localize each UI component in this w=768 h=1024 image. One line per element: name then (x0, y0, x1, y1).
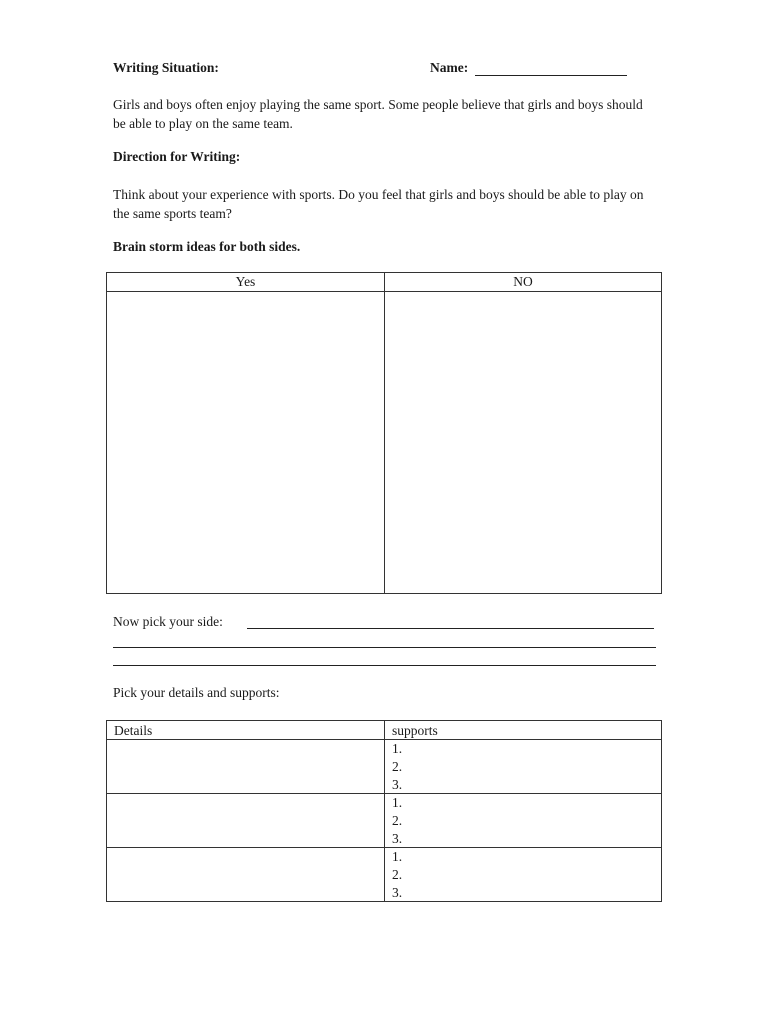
name-label: Name: (430, 60, 469, 75)
support-number: 3. (392, 885, 403, 900)
direction-heading: Direction for Writing: (113, 149, 241, 164)
brainstorm-no-cell[interactable] (385, 292, 661, 593)
brainstorm-header-no: NO (513, 274, 533, 289)
support-number: 1. (392, 741, 403, 756)
name-blank-line[interactable] (475, 75, 627, 76)
pick-side-line[interactable] (113, 665, 656, 666)
details-cell[interactable] (107, 848, 384, 901)
support-number: 2. (392, 813, 403, 828)
support-number: 2. (392, 867, 403, 882)
pick-side-label: Now pick your side: (113, 614, 223, 629)
supports-header: supports (392, 723, 438, 738)
details-cell[interactable] (107, 740, 384, 793)
details-cell[interactable] (107, 794, 384, 847)
brainstorm-yes-cell[interactable] (107, 292, 384, 593)
pick-side-line[interactable] (113, 647, 656, 648)
details-intro: Pick your details and supports: (113, 685, 280, 700)
details-column-divider (384, 721, 385, 901)
brainstorm-header-yes: Yes (235, 274, 256, 289)
support-number: 1. (392, 795, 403, 810)
support-number: 3. (392, 777, 403, 792)
support-number: 1. (392, 849, 403, 864)
question-paragraph: Think about your experience with sports. Do you feel that girls and boys should be able to play on the same sports team? (113, 187, 644, 221)
prompt-paragraph: Girls and boys often enjoy playing the same sport. Some people believe that girls and boys should be able to play on the same team. (113, 97, 643, 131)
details-header: Details (114, 723, 153, 738)
writing-situation-heading: Writing Situation: (113, 60, 219, 75)
support-number: 3. (392, 831, 403, 846)
details-table (106, 720, 662, 902)
pick-side-line[interactable] (247, 628, 654, 629)
support-number: 2. (392, 759, 403, 774)
brainstorm-table (106, 272, 662, 594)
brainstorm-heading: Brain storm ideas for both sides. (113, 239, 301, 254)
